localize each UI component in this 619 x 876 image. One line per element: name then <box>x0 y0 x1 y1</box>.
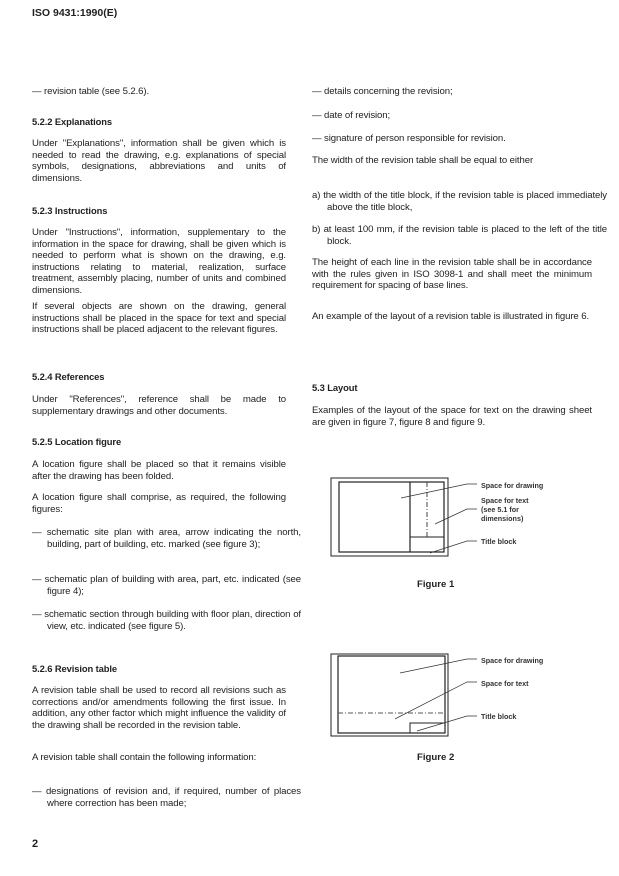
paragraph: The height of each line in the revision table shall be in accordance with the rules given in ISO 3098-1 and shall meet the minimum requirement for spacing of base lines. <box>312 257 592 292</box>
paragraph: An example of the layout of a revision table is illustrated in figure 6. <box>312 311 590 322</box>
paragraph: If several objects are shown on the drawing, general instructions shall be placed in the space for text and special instructions shall be placed adjacent to the relevant figures. <box>32 301 286 336</box>
figure-2-label-drawing: Space for drawing <box>481 656 544 665</box>
paragraph: Under "Instructions", information, supplementary to the information in the space for drawing, shall be given which is needed to perform what is shown on the drawing, e.g. instructions relating to material, realization, surface treatment, assembly placing, number of units and combined dimensions. <box>32 227 286 296</box>
figure-1-leaders <box>395 477 485 557</box>
figure-2-label-title: Title block <box>481 712 517 721</box>
figure-2-label-text: Space for text <box>481 679 529 688</box>
list-item: — schematic plan of building with area, part, etc. indicated (see figure 4); <box>32 574 301 597</box>
list-item: a) the width of the title block, if the revision table is placed immediately above the title block, <box>312 190 607 213</box>
paragraph: A location figure shall comprise, as required, the following figures: <box>32 492 286 515</box>
paragraph: A revision table shall be used to record all revisions such as corrections and/or amendments following the first issue. In addition, any other factor which might influence the validity of the drawing shall be recorded in the revision table. <box>32 685 286 731</box>
list-item: — date of revision; <box>312 110 391 121</box>
paragraph: Examples of the layout of the space for text on the drawing sheet are given in figure 7, figure 8 and figure 9. <box>312 405 592 428</box>
list-item: — revision table (see 5.2.6). <box>32 86 150 97</box>
paragraph: The width of the revision table shall be equal to either <box>312 155 534 166</box>
section-heading: 5.2.5 Location figure <box>32 436 122 447</box>
paragraph: Under "References", reference shall be made to supplementary drawings and other documents. <box>32 394 286 417</box>
figure-1-label-text-note: (see 5.1 for <box>481 505 519 514</box>
figure-2-caption: Figure 2 <box>417 752 455 763</box>
section-heading: 5.2.3 Instructions <box>32 205 108 216</box>
paragraph: A location figure shall be placed so that it remains visible after the drawing has been folded. <box>32 459 286 482</box>
list-item: — details concerning the revision; <box>312 86 453 97</box>
figure-1-caption: Figure 1 <box>417 579 455 590</box>
page-number: 2 <box>32 838 39 850</box>
list-item: — schematic section through building with floor plan, direction of view, etc. indicated (see figure 5). <box>32 609 301 632</box>
figure-1-label-drawing: Space for drawing <box>481 481 544 490</box>
section-heading: 5.3 Layout <box>312 382 358 393</box>
section-heading: 5.2.2 Explanations <box>32 116 113 127</box>
figure-1-label-title: Title block <box>481 537 517 546</box>
paragraph: A revision table shall contain the following information: <box>32 752 257 763</box>
paragraph: Under "Explanations", information shall be given which is needed to read the drawing, e.g. explanations of special symbols, designations, abbreviations and units of dimensions. <box>32 138 286 184</box>
figure-1-label-text-note2: dimensions) <box>481 514 524 523</box>
section-heading: 5.2.6 Revision table <box>32 663 118 674</box>
document-header: ISO 9431:1990(E) <box>32 7 118 19</box>
list-item: b) at least 100 mm, if the revision table is placed to the left of the title block. <box>312 224 607 247</box>
figure-2-leaders <box>395 653 485 738</box>
list-item: — signature of person responsible for revision. <box>312 133 506 144</box>
list-item: — designations of revision and, if required, number of places where correction has been made; <box>32 786 301 809</box>
section-heading: 5.2.4 References <box>32 371 105 382</box>
list-item: — schematic site plan with area, arrow indicating the north, building, part of building, etc. marked (see figure 3); <box>32 527 301 550</box>
figure-1-label-text: Space for text <box>481 496 529 505</box>
